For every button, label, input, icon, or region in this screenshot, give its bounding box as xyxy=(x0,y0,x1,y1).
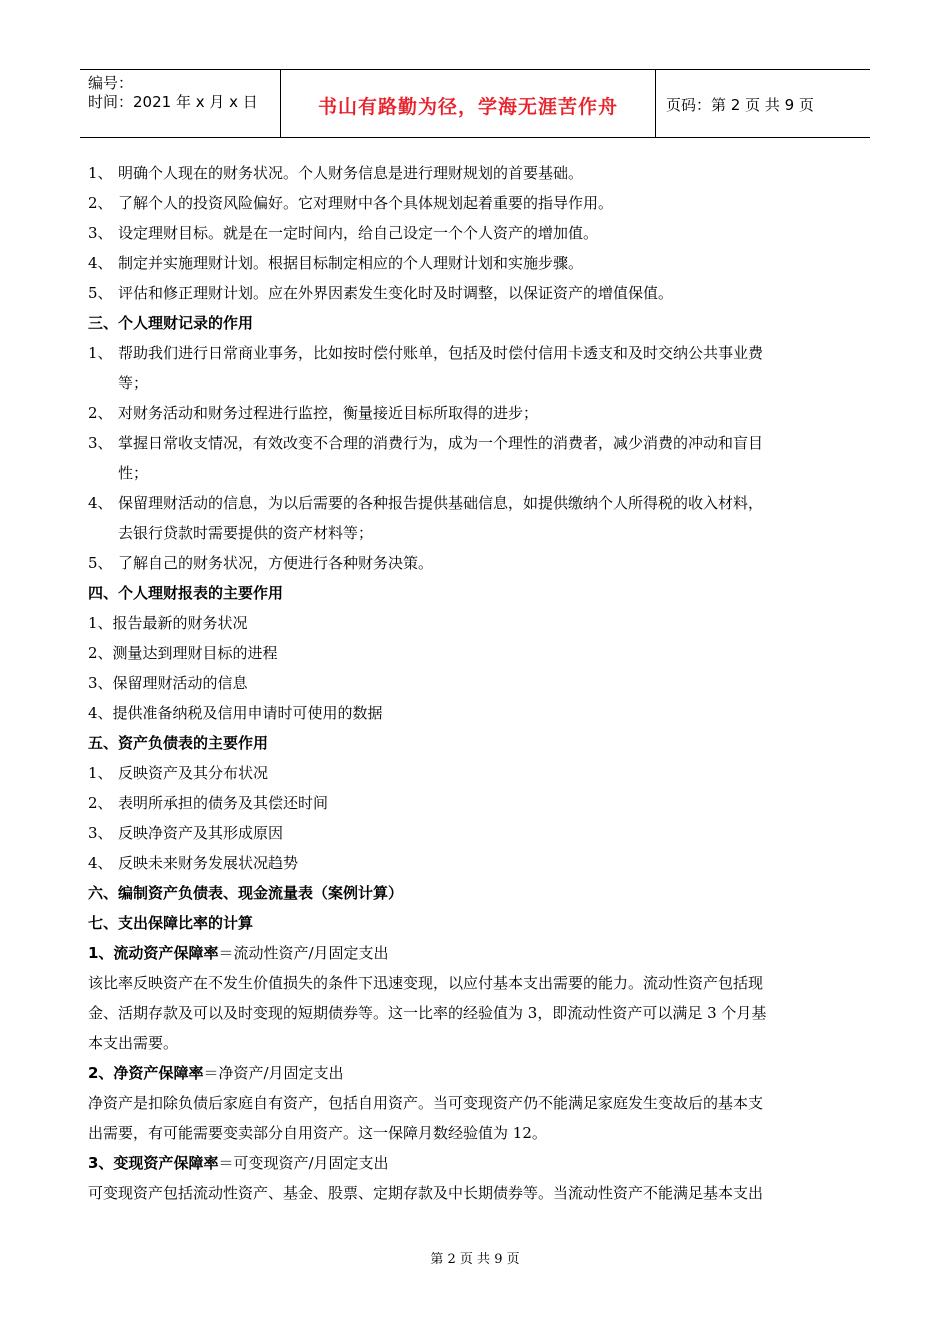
paragraph-line: 可变现资产包括流动性资产、基金、股票、定期存款及中长期债券等。当流动性资产不能满足基本支出 xyxy=(88,1184,764,1202)
document-body xyxy=(88,158,850,1208)
page-footer: 第 2 页 共 9 页 xyxy=(430,1252,520,1267)
list-item: 5、 了解自己的财务状况，方便进行各种财务决策。 xyxy=(88,554,434,572)
list-item: 4、提供准备纳税及信用申请时可使用的数据 xyxy=(88,704,383,722)
formula-line: 2、净资产保障率＝净资产/月固定支出 xyxy=(88,1064,344,1082)
list-item: 1、 明确个人现在的财务状况。个人财务信息是进行理财规划的首要基础。 xyxy=(88,164,584,182)
list-item-continuation: 性； xyxy=(118,464,149,482)
paragraph-line: 本支出需要。 xyxy=(88,1034,179,1052)
list-item: 2、测量达到理财目标的进程 xyxy=(88,644,278,662)
paragraph-line: 金、活期存款及可以及时变现的短期债券等。这一比率的经验值为 3，即流动性资产可以满足 3 个月基 xyxy=(88,1004,767,1022)
list-item: 4、 反映未来财务发展状况趋势 xyxy=(88,854,299,872)
list-item: 1、 帮助我们进行日常商业事务，比如按时偿付账单，包括及时偿付信用卡透支和及时交纳公共事业费 xyxy=(88,344,764,362)
list-item: 2、 了解个人的投资风险偏好。它对理财中各个具体规划起着重要的指导作用。 xyxy=(88,194,614,212)
paragraph-line: 出需要，有可能需要变卖部分自用资产。这一保障月数经验值为 12。 xyxy=(88,1124,547,1142)
list-item: 5、 评估和修正理财计划。应在外界因素发生变化时及时调整，以保证资产的增值保值。 xyxy=(88,284,674,302)
section-heading: 三、个人理财记录的作用 xyxy=(88,314,254,332)
section-heading: 五、资产负债表的主要作用 xyxy=(88,734,269,752)
section-heading: 六、编制资产负债表、现金流量表（案例计算） xyxy=(88,884,404,902)
section-heading: 七、支出保障比率的计算 xyxy=(88,914,254,932)
list-item: 3、保留理财活动的信息 xyxy=(88,674,248,692)
paragraph-line: 该比率反映资产在不发生价值损失的条件下迅速变现，以应付基本支出需要的能力。流动性资产包括现 xyxy=(88,974,764,992)
list-item: 4、 保留理财活动的信息，为以后需要的各种报告提供基础信息，如提供缴纳个人所得税的收入材料， xyxy=(88,494,764,512)
paragraph-line: 净资产是扣除负债后家庭自有资产，包括自用资产。当可变现资产仍不能满足家庭发生变故后的基本支 xyxy=(88,1094,764,1112)
formula-line: 1、流动资产保障率＝流动性资产/月固定支出 xyxy=(88,944,389,962)
document-time-label: 时间：2021 年 x 月 x 日 xyxy=(88,93,258,111)
page-info: 页码：第 2 页 共 9 页 xyxy=(666,96,814,114)
list-item: 3、 反映净资产及其形成原因 xyxy=(88,824,284,842)
list-item-continuation: 去银行贷款时需要提供的资产材料等； xyxy=(118,524,374,542)
header-meta-cell xyxy=(80,70,281,137)
list-item-continuation: 等； xyxy=(118,374,149,392)
document-number-label: 编号： xyxy=(88,74,134,92)
section-heading: 四、个人理财报表的主要作用 xyxy=(88,584,284,602)
header-page-cell xyxy=(656,70,870,137)
list-item: 3、 掌握日常收支情况，有效改变不合理的消费行为，成为一个理性的消费者，减少消费的冲动和盲目 xyxy=(88,434,764,452)
list-item: 1、 反映资产及其分布状况 xyxy=(88,764,269,782)
list-item: 3、 设定理财目标。就是在一定时间内，给自己设定一个个人资产的增加值。 xyxy=(88,224,599,242)
document-header xyxy=(80,69,870,138)
formula-line: 3、变现资产保障率＝可变现资产/月固定支出 xyxy=(88,1154,389,1172)
motto-text: 书山有路勤为径，学海无涯苦作舟 xyxy=(317,96,618,118)
list-item: 1、报告最新的财务状况 xyxy=(88,614,248,632)
header-motto-cell xyxy=(281,70,656,137)
list-item: 2、 对财务活动和财务过程进行监控，衡量接近目标所取得的进步； xyxy=(88,404,539,422)
list-item: 2、 表明所承担的债务及其偿还时间 xyxy=(88,794,329,812)
list-item: 4、 制定并实施理财计划。根据目标制定相应的个人理财计划和实施步骤。 xyxy=(88,254,584,272)
